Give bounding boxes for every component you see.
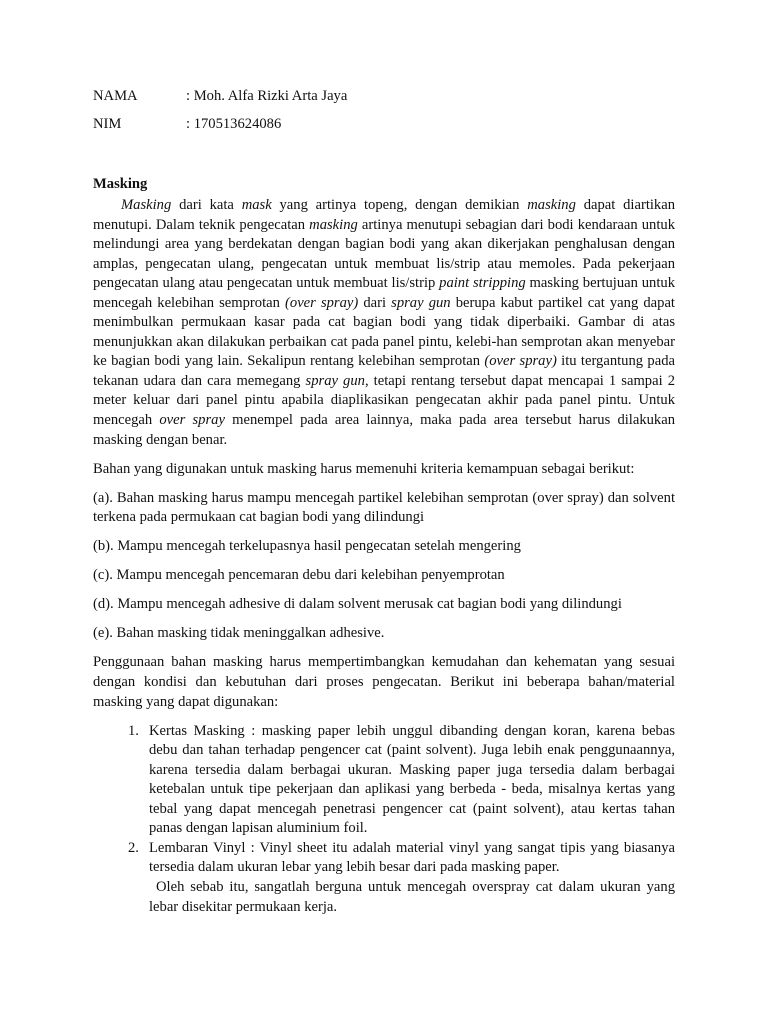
name-value: : Moh. Alfa Rizki Arta Jaya [186,88,348,104]
section-title: Masking [93,176,148,192]
materials-intro: Penggunaan bahan masking harus mempertimbangkan kemudahan dan kehematan yang sesuai dengan kondisi dan kebutuhan dari proses pengecatan. Berikut ini beberapa bahan/material masking yang dapat digunakan: [93,654,675,710]
list-item-text: Kertas Masking : masking paper lebih unggul dibanding dengan koran, karena bebas debu dan tahan terhadap pengencer cat (paint solvent). Juga lebih enak penggunaannya, karena tersedia dalam berbagai ukuran. Masking paper juga tersedia dalam berbagai ketebalan untuk tipe pekerjaan dan aplikasi yang berbeda - beda, misalnya kertas yang tebal yang dapat mencegah penetrasi pengencer cat (paint solvent), atau kertas tahan panas dengan lapisan aluminium foil. [149,722,675,837]
document-page [93,86,675,917]
nim-value: : 170513624086 [186,116,282,132]
criteria-item: (a). Bahan masking harus mampu mencegah partikel kelebihan semprotan (over spray) dan solvent terkena pada permukaan cat bagian bodi yang dilindungi [93,489,675,526]
nim-row [93,114,675,134]
criteria-item: (e). Bahan masking tidak meninggalkan adhesive. [93,625,385,642]
list-item [93,839,675,917]
list-item-text: Lembaran Vinyl : Vinyl sheet itu adalah material vinyl yang sangat tipis yang biasanya tersedia dalam ukuran lebar yang lebih besar dari pada masking paper. [149,839,675,876]
name-row [93,86,675,106]
list-item-continuation: Oleh sebab itu, sangatlah berguna untuk mencegah overspray cat dalam ukuran yang lebar disekitar permukaan kerja. [149,878,675,915]
list-item-number: 2. [128,839,139,856]
list-item-number: 1. [128,722,139,739]
name-label: NAMA [93,88,138,104]
criteria-item: (c). Mampu mencegah pencemaran debu dari kelebihan penyemprotan [93,567,505,584]
criteria-item: (b). Mampu mencegah terkelupasnya hasil pengecatan setelah mengering [93,538,521,555]
nim-label: NIM [93,116,122,132]
materials-list [93,722,675,917]
criteria-intro: Bahan yang digunakan untuk masking harus memenuhi kriteria kemampuan sebagai berikut: [93,460,635,477]
intro-paragraph: Masking dari kata mask yang artinya topeng, dengan demikian masking dapat diartikan menutupi. Dalam teknik pengecatan masking artinya menutupi sebagian dari bodi kendaraan untuk melindungi area yang berdekatan dengan bagian bodi yang akan dikerjakan penghalusan dengan amplas, pengecatan ulang, pengecatan untuk membuat lis/strip atau memoles. Pada pekerjaan pengecatan ulang atau pengecatan untuk membuat lis/strip paint stripping masking bertujuan untuk mencegah kelebihan semprotan (over spray) dari spray gun berupa kabut partikel cat yang dapat menimbulkan permukaan kasar pada cat bagian bodi yang tidak diperbaiki. Gambar di atas menunjukkan akan dilakukan perbaikan cat pada panel pintu, kelebi-han semprotan akan menyebar ke bagian bodi yang lain. Sekalipun rentang kelebihan semprotan (over spray) itu tergantung pada tekanan udara dan cara memegang spray gun, tetapi rentang tersebut dapat mencapai 1 sampai 2 meter keluar dari panel pintu apabila diaplikasikan pengecatan akhir pada panel pintu. Untuk mencegah over spray menempel pada area lainnya, maka pada area tersebut harus dilakukan masking dengan benar. [93,197,675,448]
criteria-item: (d). Mampu mencegah adhesive di dalam solvent merusak cat bagian bodi yang dilindungi [93,596,622,613]
list-item [93,722,675,839]
